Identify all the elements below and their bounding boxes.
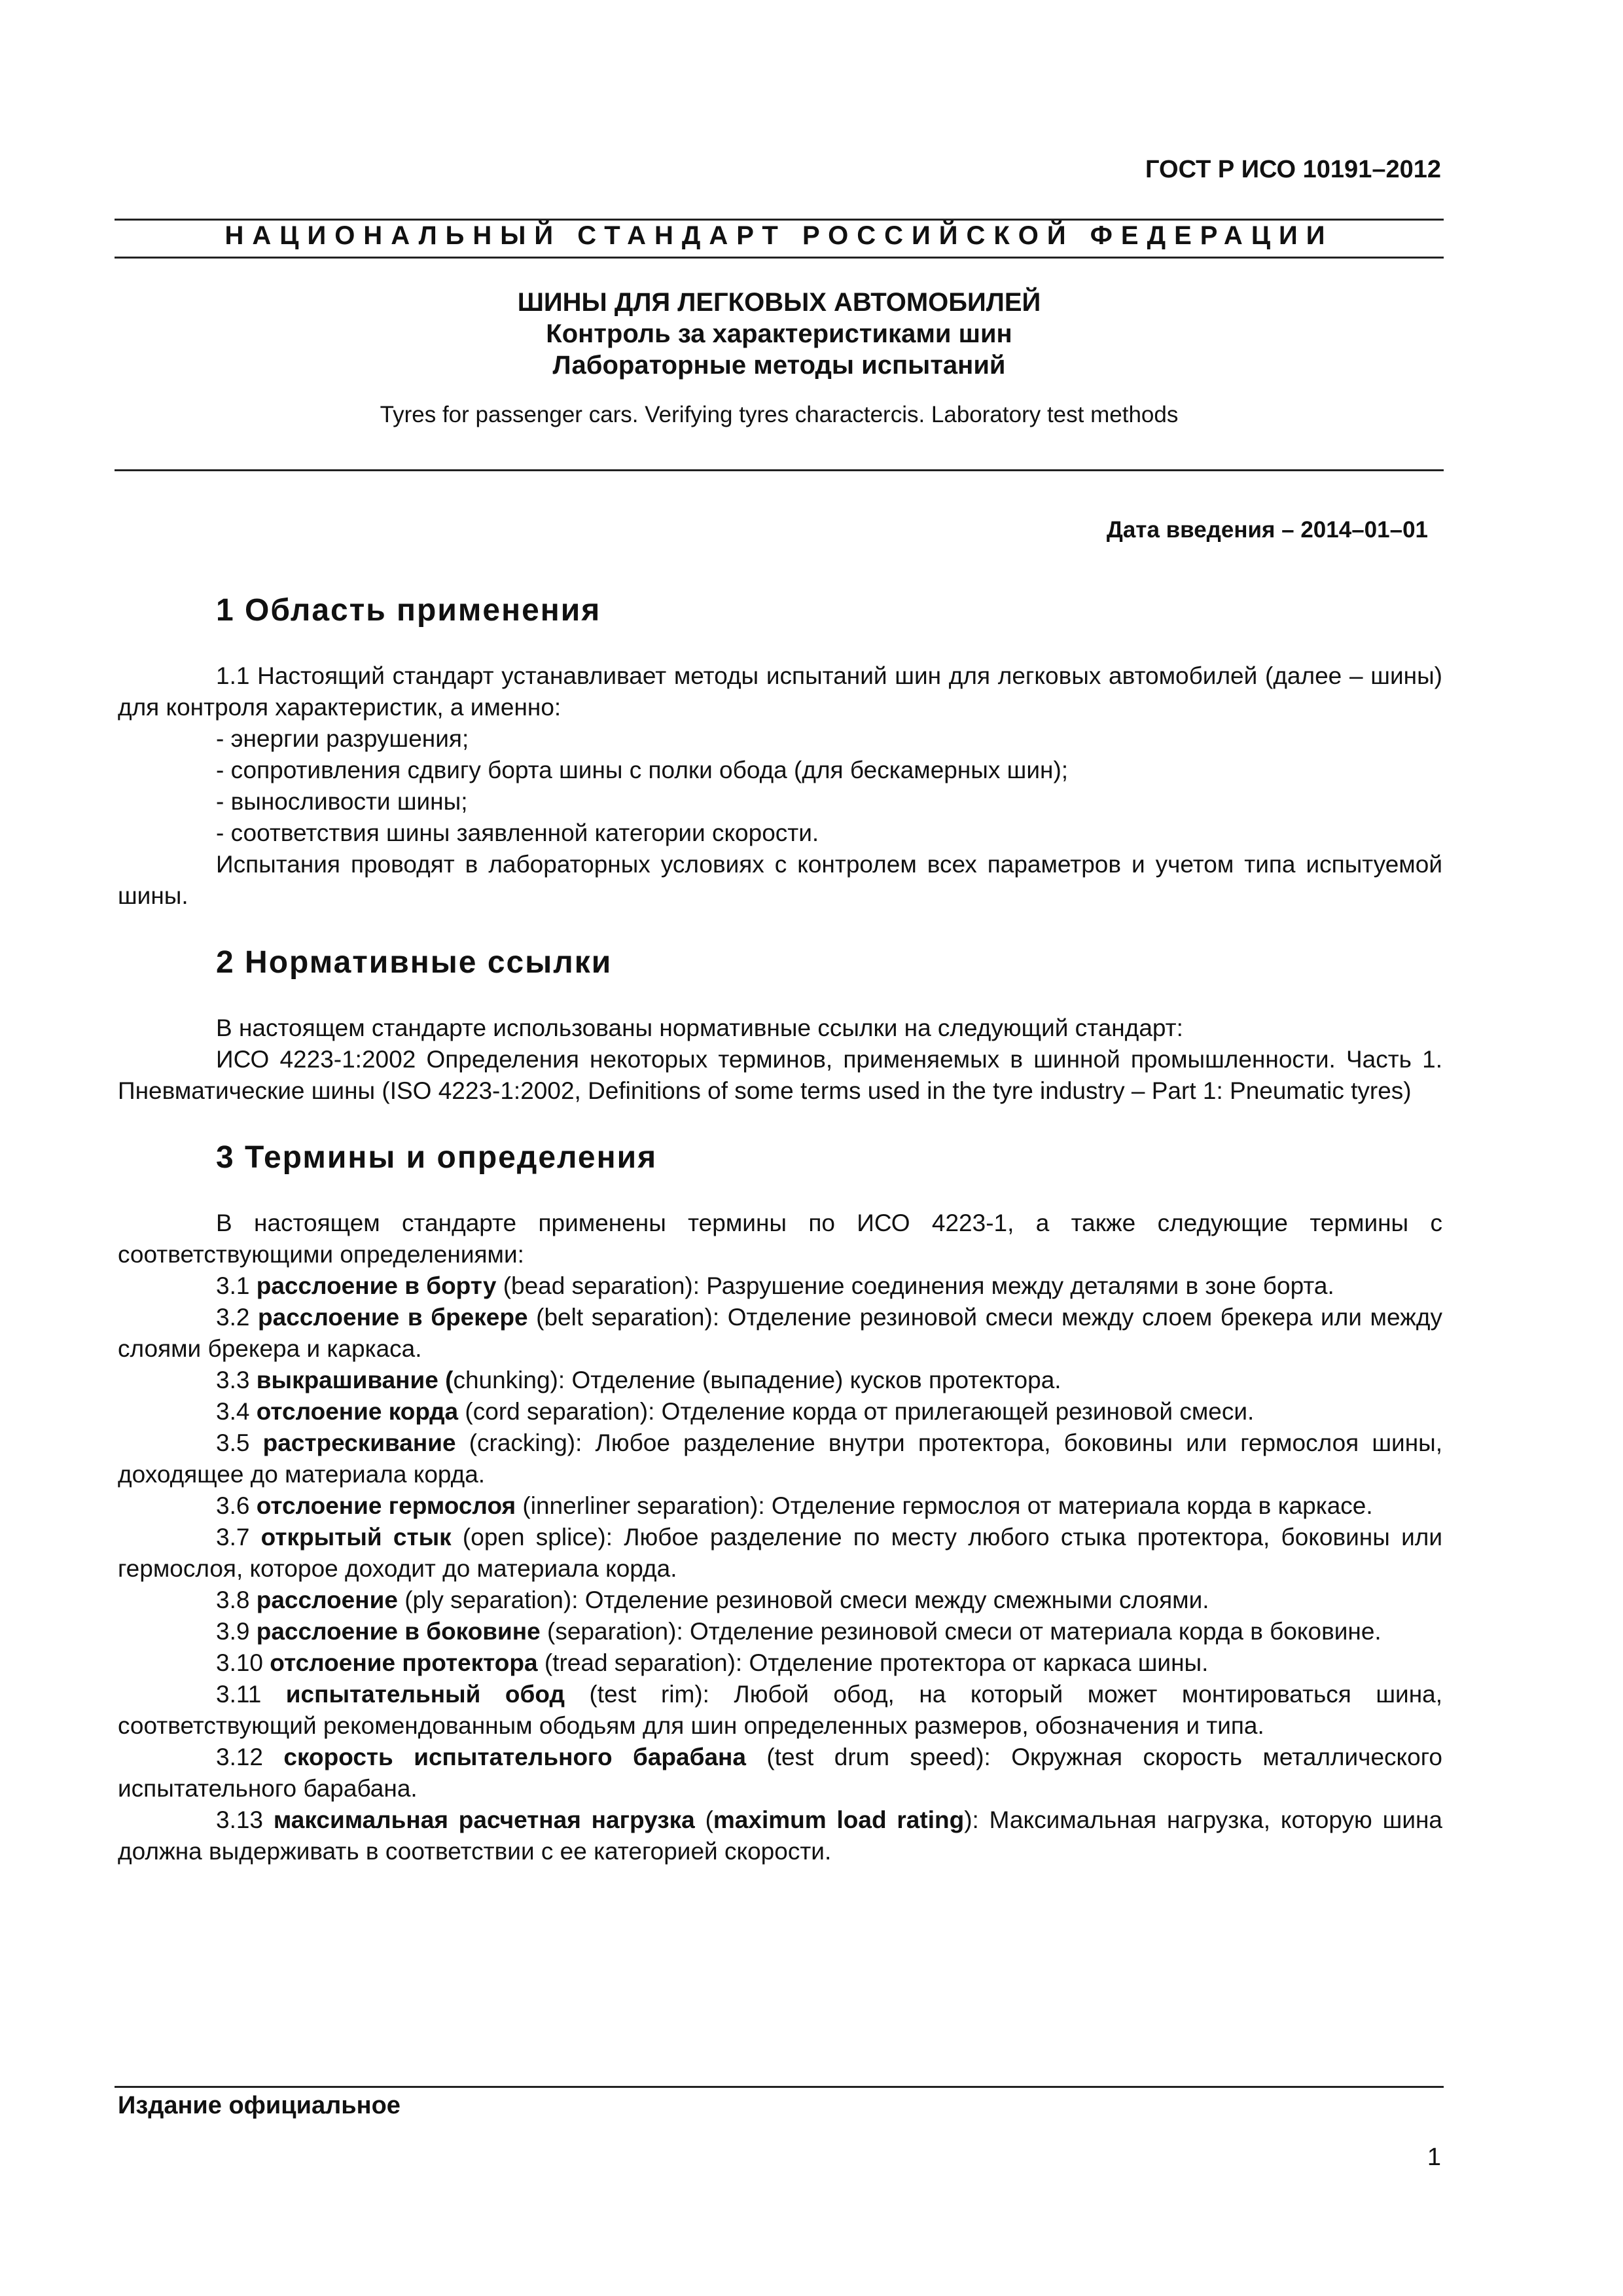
list-item: - выносливости шины; [216, 788, 468, 815]
list-item: - соответствия шины заявленной категории скорости. [216, 819, 819, 846]
title-line-1: ШИНЫ ДЛЯ ЛЕГКОВЫХ АВТОМОБИЛЕЙ [517, 288, 1041, 317]
section-3-intro: В настоящем стандарте применены термины по ИСО 4223-1, а также следующие термины с соответствующими определениями: [118, 1210, 1442, 1268]
header-rule-top [115, 219, 1444, 221]
date-of-introduction: Дата введения – 2014–01–01 [1106, 517, 1428, 543]
title-line-2: Контроль за характеристиками шин [546, 319, 1012, 348]
document-body [118, 592, 1442, 1867]
term-definition: 3.11 испытательный обод (test rim): Любой обод, на который может монтироваться шина, соответствующий рекомендованным ободьям для шин определенных размеров, обозначения и типа. [118, 1681, 1442, 1739]
term-definition: 3.2 расслоение в брекере (belt separation): Отделение резиновой смеси между слоем брекера или между слоями брекера и каркаса. [118, 1304, 1442, 1362]
term-definition: 3.13 максимальная расчетная нагрузка (maximum load rating): Максимальная нагрузка, которую шина должна выдерживать в соответствии с ее категорией скорости. [118, 1806, 1443, 1865]
section-2-paragraph-2: ИСО 4223-1:2002 Определения некоторых терминов, применяемых в шинной промышленности. Часть 1. Пневматические шины (ISO 4223-1:2002, Definitions of some terms used in the tyre industry – Part 1: Pneumatic tyres) [118, 1046, 1442, 1104]
term-definition: 3.5 растрескивание (cracking): Любое разделение внутри протектора, боковины или гермослоя шины, доходящее до материала корда. [118, 1429, 1443, 1488]
term-definition: 3.12 скорость испытательного барабана (test drum speed): Окружная скорость металлического испытательного барабана. [118, 1744, 1442, 1802]
term-definition: 3.9 расслоение в боковине (separation): Отделение резиновой смеси от материала корда в боковине. [216, 1618, 1382, 1645]
term-definition: 3.6 отслоение гермослоя (innerliner separation): Отделение гермослоя от материала корда в каркасе. [216, 1492, 1373, 1519]
page-number: 1 [1427, 2144, 1441, 2171]
term-definition: 3.1 расслоение в борту (bead separation): Разрушение соединения между деталями в зоне борта. [216, 1272, 1334, 1299]
header-rule-bottom [115, 257, 1444, 259]
national-standard-title: НАЦИОНАЛЬНЫЙ СТАНДАРТ РОССИЙСКОЙ ФЕДЕРАЦИИ [224, 221, 1334, 250]
term-definition: 3.4 отслоение корда (cord separation): Отделение корда от прилегающей резиновой смеси. [216, 1398, 1255, 1425]
section-3-heading: 3 Термины и определения [216, 1140, 658, 1175]
footer-rule [115, 2086, 1444, 2088]
title-block [115, 287, 1444, 428]
section-1-closing: Испытания проводят в лабораторных условиях с контролем всех параметров и учетом типа испытуемой шины. [118, 851, 1442, 909]
title-rule [115, 469, 1444, 471]
section-2-paragraph-1: В настоящем стандарте использованы нормативные ссылки на следующий стандарт: [216, 1014, 1183, 1041]
section-1-heading: 1 Область применения [216, 593, 601, 628]
list-item: - энергии разрушения; [216, 725, 469, 752]
list-item: - сопротивления сдвигу борта шины с полки обода (для бескамерных шин); [216, 757, 1069, 783]
term-definition: 3.7 открытый стык (open splice): Любое разделение по месту любого стыка протектора, боковины или гермослоя, которое доходит до материала корда. [118, 1524, 1442, 1582]
section-2-heading: 2 Нормативные ссылки [216, 945, 613, 980]
section-1-intro: 1.1 Настоящий стандарт устанавливает методы испытаний шин для легковых автомобилей (далее – шины) для контроля характеристик, а именно: [118, 662, 1442, 721]
title-line-3: Лабораторные методы испытаний [552, 351, 1006, 380]
document-code: ГОСТ Р ИСО 10191–2012 [1145, 156, 1441, 183]
term-definition: 3.8 расслоение (ply separation): Отделение резиновой смеси между смежными слоями. [216, 1587, 1209, 1613]
title-english: Tyres for passenger cars. Verifying tyres charactercis. Laboratory test methods [380, 402, 1179, 427]
term-definition: 3.3 выкрашивание (chunking): Отделение (выпадение) кусков протектора. [216, 1367, 1061, 1393]
term-definition: 3.10 отслоение протектора (tread separation): Отделение протектора от каркаса шины. [216, 1649, 1209, 1676]
official-edition-label: Издание официальное [118, 2092, 401, 2119]
